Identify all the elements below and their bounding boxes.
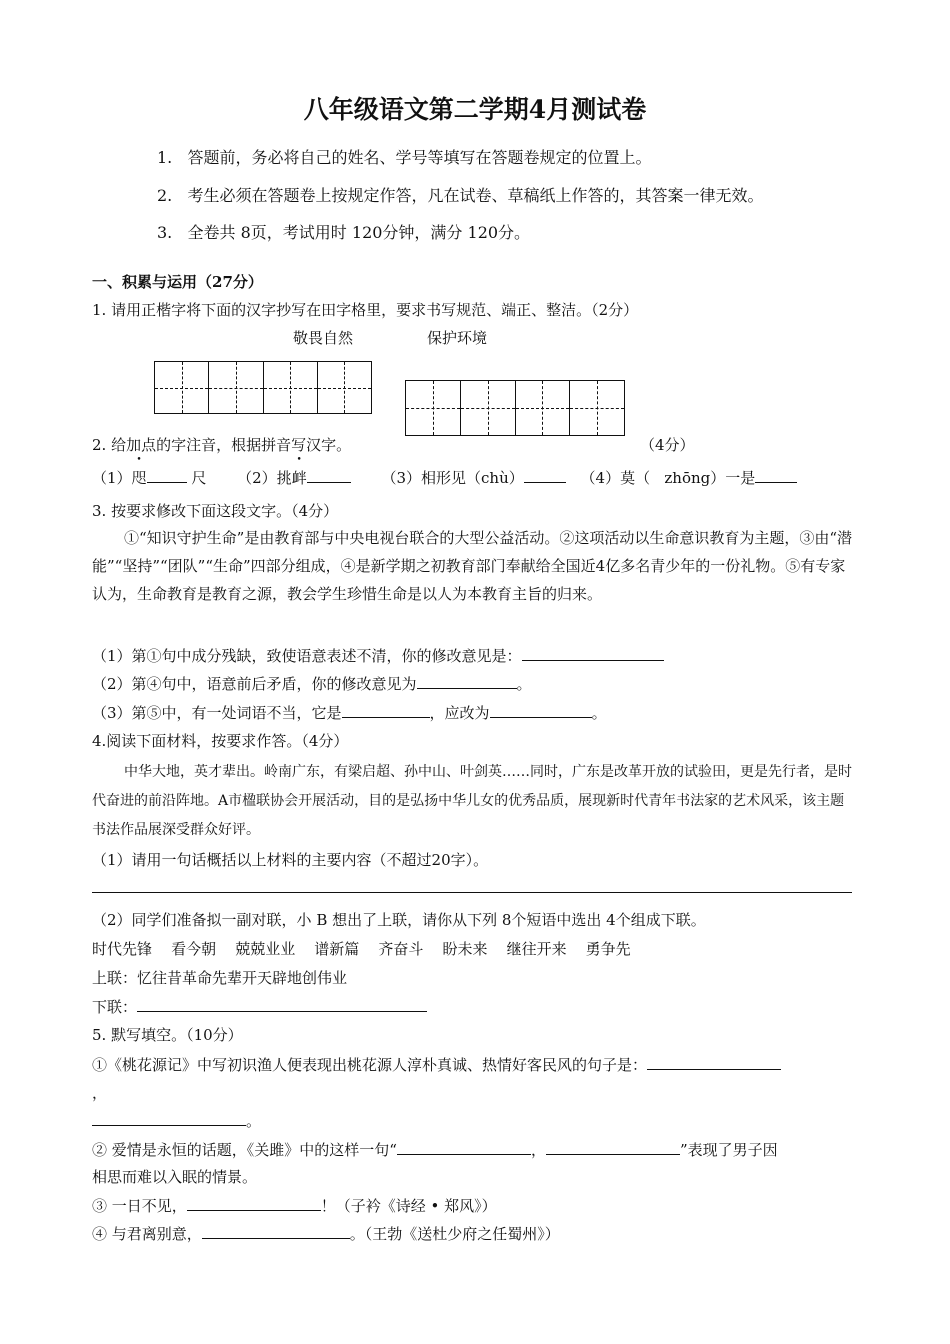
answer-blank[interactable] <box>147 468 187 483</box>
phrase: 继往开来 <box>506 940 567 958</box>
note-text: 全卷共 8页，考试用时 120分钟，满分 120分。 <box>187 223 531 242</box>
q2-items <box>92 467 797 488</box>
q5-item2-text: ② 爱情是永恒的话题，《关雎》中的这样一句“ <box>92 1141 397 1159</box>
tianzige-grid-1[interactable] <box>154 361 372 414</box>
q4-stem: 4.阅读下面材料，按要求作答。（4分） <box>92 732 349 750</box>
couplet-lower-label: 下联： <box>92 998 138 1016</box>
q1-word-1: 敬畏自然 <box>293 329 354 347</box>
q4-sub-2: （2）同学们准备拟一副对联，小 B 想出了上联，请你从下列 8个短语中选出 4个组成下联。 <box>92 911 706 929</box>
q5-item2-tail: ”表现了男子因 <box>679 1141 778 1159</box>
page-title: 八年级语文第二学期4月测试卷 <box>303 95 647 124</box>
q2-stem: 2. 给加点的字注音，根据拼音写汉字。 <box>92 436 352 454</box>
answer-blank[interactable] <box>307 468 351 483</box>
phrase: 兢兢业业 <box>235 940 296 958</box>
answer-line[interactable] <box>92 892 852 893</box>
dotted-char: 衅 <box>291 469 307 487</box>
q5-item1-comma: ， <box>92 1084 108 1102</box>
q5-item1-end: 。 <box>246 1112 262 1130</box>
q3-sub2-text: （2）第④句中，语意前后矛盾，你的修改意见为 <box>92 675 417 693</box>
dotted-char: 咫 <box>131 469 147 487</box>
q5-item-3 <box>92 1195 497 1216</box>
q3-sub1-text: （1）第①句中成分残缺，致使语意表述不清，你的修改意见是： <box>92 647 522 665</box>
q1-word-2: 保护环境 <box>427 329 488 347</box>
note-text: 答题前，务必将自己的姓名、学号等填写在答题卷规定的位置上。 <box>187 148 652 167</box>
q3-sub-3 <box>92 702 607 723</box>
answer-blank[interactable] <box>187 1196 321 1211</box>
q2-item1-number: （1） <box>92 469 132 487</box>
grid-cell[interactable] <box>318 362 371 413</box>
q1-stem: 1. 请用正楷字将下面的汉字抄写在田字格里，要求书写规范、端正、整洁。（2分） <box>92 301 639 319</box>
grid-cell[interactable] <box>209 362 263 413</box>
q4-sub-1: （1）请用一句话概括以上材料的主要内容（不超过20字）。 <box>92 851 489 869</box>
q2-item2: （2）挑 <box>237 469 292 487</box>
q5-item2-line2: 相思而难以入眠的情景。 <box>92 1168 258 1186</box>
answer-blank[interactable] <box>202 1224 350 1239</box>
q3-sub3-text: （3）第⑤中，有一处词语不当，它是 <box>92 704 342 722</box>
answer-blank[interactable] <box>342 703 430 718</box>
q3-stem: 3. 按要求修改下面这段文字。（4分） <box>92 502 339 520</box>
answer-blank[interactable] <box>647 1055 781 1070</box>
q5-item1-text: ①《桃花源记》中写初识渔人便表现出桃花源人淳朴真诚、热情好客民风的句子是： <box>92 1056 648 1074</box>
answer-blank[interactable] <box>417 674 517 689</box>
phrase: 看今朝 <box>171 940 217 958</box>
grid-cell[interactable] <box>406 381 461 435</box>
q4-passage: 中华大地，英才辈出。岭南广东，有梁启超、孙中山、叶剑英……同时，广东是改革开放的试验田，更是先行者，是时代奋进的前沿阵地。A市楹联协会开展活动，目的是弘扬中华儿女的优秀品质，展现新时代青年书法家的艺术风采，该主题书法作品展深受群众好评。 <box>92 764 852 838</box>
answer-blank[interactable] <box>755 468 797 483</box>
q2-item4-b: zhōng）一是 <box>664 469 756 487</box>
q2-item4-a: （4）莫（ <box>580 469 651 487</box>
grid-cell[interactable] <box>461 381 516 435</box>
q3-sub-2 <box>92 673 532 694</box>
note-1 <box>157 145 652 168</box>
note-2 <box>157 183 764 206</box>
tianzige-grid-2[interactable] <box>405 380 625 436</box>
q5-item2-comma: ， <box>530 1141 546 1159</box>
q3-sub3-mid: ，应改为 <box>429 704 490 722</box>
answer-blank[interactable] <box>92 1111 246 1126</box>
answer-blank[interactable] <box>490 703 592 718</box>
note-number: 2. <box>157 186 173 205</box>
phrase: 齐奋斗 <box>378 940 424 958</box>
q3-sub-1 <box>92 645 664 666</box>
phrase: 勇争先 <box>585 940 631 958</box>
note-3 <box>157 220 530 243</box>
couplet-upper: 上联：忆往昔革命先辈开天辟地创伟业 <box>92 969 348 987</box>
q4-phrases <box>92 938 631 959</box>
answer-blank[interactable] <box>397 1140 531 1155</box>
couplet-lower <box>92 996 427 1017</box>
q5-item3-source: ！（子衿《诗经 • 郑风》） <box>320 1197 497 1215</box>
q3-sub2-end: 。 <box>516 675 532 693</box>
q5-item1-line2 <box>92 1110 261 1131</box>
q2-item3: （3）相形见（chù） <box>381 469 524 487</box>
q5-item4-source: 。（王勃《送杜少府之任蜀州》） <box>349 1225 560 1243</box>
answer-blank[interactable] <box>137 997 427 1012</box>
note-number: 3. <box>157 223 173 242</box>
phrase: 盼未来 <box>442 940 488 958</box>
q5-item4-text: ④ 与君离别意， <box>92 1225 202 1243</box>
q5-stem: 5. 默写填空。（10分） <box>92 1026 243 1044</box>
q5-item-1 <box>92 1054 781 1075</box>
q2-score: （4分） <box>640 436 695 454</box>
q5-item-2 <box>92 1139 778 1160</box>
phrase: 时代先锋 <box>92 940 153 958</box>
section-heading: 一、积累与运用（27分） <box>92 273 263 291</box>
q2-item1-tail: 尺 <box>191 469 207 487</box>
q3-passage: ①“知识守护生命”是由教育部与中央电视台联合的大型公益活动。②这项活动以生命意识教育为主题，③由“潜能”“坚持”“团队”“生命”四部分组成，④是新学期之初教育部门奉献给全国近4亿多名青少年的一份礼物。⑤有专家认为，生命教育是教育之源，教会学生珍惜生命是以人为本教育主旨的归来。 <box>92 529 853 603</box>
note-text: 考生必须在答题卷上按规定作答，凡在试卷、草稿纸上作答的，其答案一律无效。 <box>187 186 764 205</box>
grid-cell[interactable] <box>570 381 624 435</box>
answer-blank[interactable] <box>524 468 566 483</box>
q5-item-4 <box>92 1223 560 1244</box>
answer-blank[interactable] <box>522 646 664 661</box>
phrase: 谱新篇 <box>314 940 360 958</box>
q3-sub3-end: 。 <box>591 704 607 722</box>
note-number: 1. <box>157 148 173 167</box>
grid-cell[interactable] <box>516 381 571 435</box>
grid-cell[interactable] <box>264 362 318 413</box>
grid-cell[interactable] <box>155 362 209 413</box>
answer-blank[interactable] <box>546 1140 680 1155</box>
q5-item3-text: ③ 一日不见， <box>92 1197 187 1215</box>
